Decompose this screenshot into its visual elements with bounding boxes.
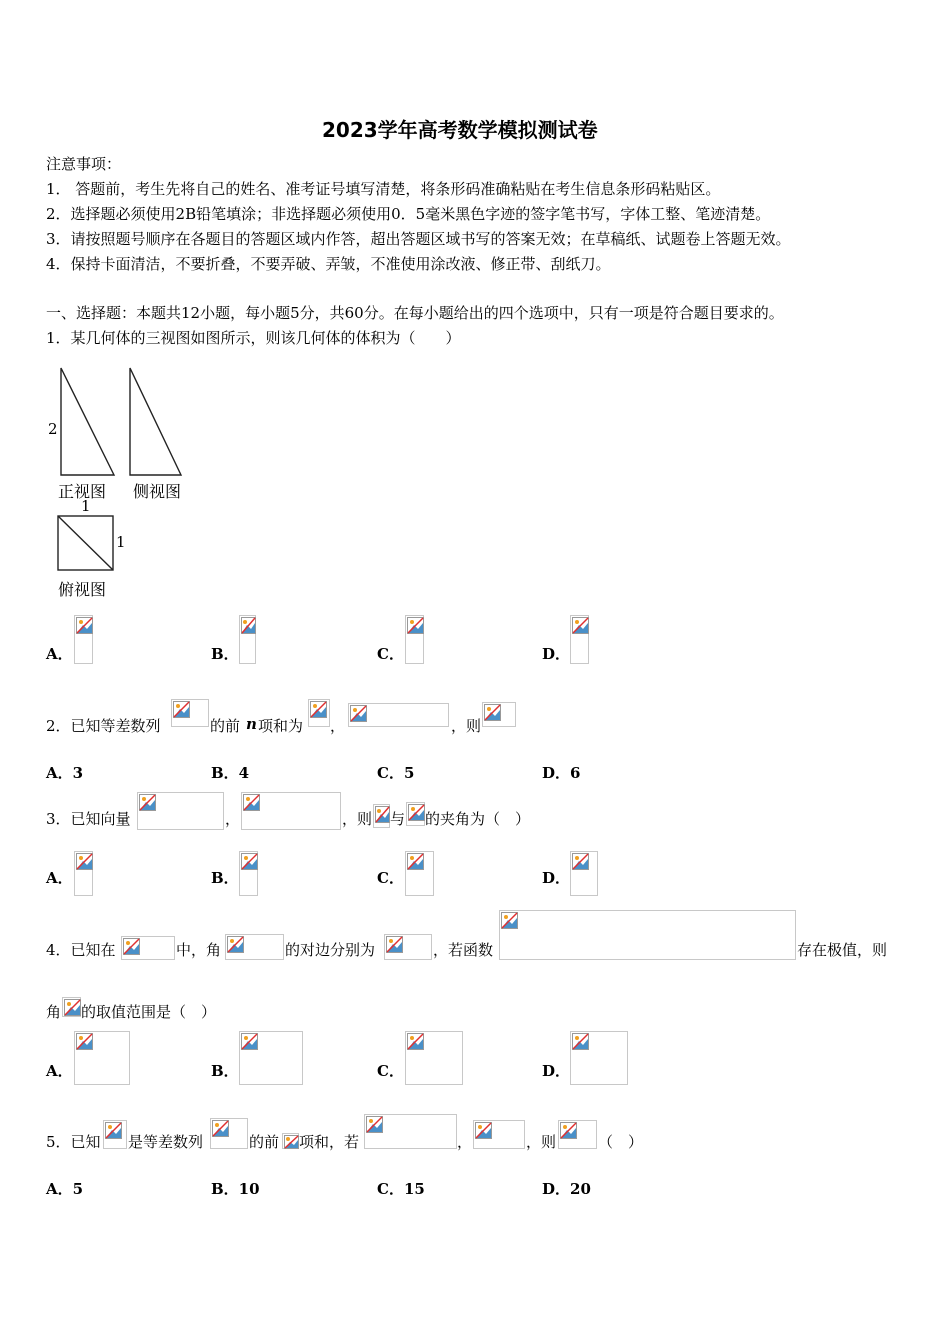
formula-image [210,1118,248,1149]
broken-image-icon [76,853,93,870]
broken-image-icon [572,617,589,634]
q2-option-b[interactable]: B．4 [211,764,250,782]
q5-text: ，则 [526,1133,557,1151]
q5-text: 项和，若 [299,1133,360,1151]
broken-image-icon [572,853,589,870]
q4-option-d[interactable]: D． [542,1062,571,1080]
formula-image [364,1114,457,1149]
q4-option-c[interactable]: C． [377,1062,404,1080]
broken-image-icon [173,701,190,718]
q1-option-c[interactable]: C． [377,645,404,663]
q4-text: ，若函数 [433,941,494,959]
front-view-triangle [61,368,114,475]
broken-image-icon [386,936,403,953]
formula-image [241,792,341,830]
height-label: 2 [48,420,58,438]
notice-item: 2．选择题必须使用2B铅笔填涂；非选择题必须使用0．5毫米黑色字迹的签字笔书写，字体工整、笔迹清楚。 [46,205,771,223]
formula-image [62,997,81,1017]
broken-image-icon [284,1135,299,1149]
top-view-diagonal [58,516,113,570]
q2-text: ， [330,717,346,735]
formula-image [121,936,175,960]
q5-option-a[interactable]: A．5 [46,1180,84,1198]
formula-image [74,1031,130,1085]
q5-text: 5．已知 [46,1133,101,1151]
broken-image-icon [407,853,424,870]
broken-image-icon [227,936,244,953]
broken-image-icon [241,617,256,634]
formula-image [405,615,424,664]
broken-image-icon [366,1116,383,1133]
formula-image [405,1031,463,1085]
broken-image-icon [212,1120,229,1137]
broken-image-icon [408,804,425,821]
formula-image [239,615,256,664]
formula-image [384,934,432,960]
broken-image-icon [64,999,81,1016]
formula-image [137,792,224,830]
q4-text: 存在极值，则 [797,941,888,959]
q5-text: 的前 [249,1133,280,1151]
q2-variable-n: n [246,715,257,733]
q5-text: （ ） [598,1133,644,1151]
broken-image-icon [407,1033,424,1050]
top-view-label: 俯视图 [58,580,107,599]
section-heading: 一、选择题：本题共12小题，每小题5分，共60分。在每小题给出的四个选项中，只有一项是符合题目要求的。 [46,304,784,322]
q2-text: 项和为 [258,717,304,735]
q3-option-a[interactable]: A． [46,869,73,887]
formula-image [103,1120,127,1149]
formula-image [405,851,434,896]
broken-image-icon [407,617,424,634]
q4-option-b[interactable]: B． [211,1062,239,1080]
formula-image [225,934,284,960]
q3-text: 的夹角为（ ） [425,810,531,828]
q5-text: 是等差数列 [128,1133,204,1151]
q3-option-b[interactable]: B． [211,869,239,887]
notice-item: 4．保持卡面清洁，不要折叠，不要弄破、弄皱，不准使用涂改液、修正带、刮纸刀。 [46,255,611,273]
top-depth-label: 1 [116,533,126,551]
broken-image-icon [350,705,367,722]
broken-image-icon [76,617,93,634]
notice-item: 3．请按照题号顺序在各题目的答题区域内作答，超出答题区域书写的答案无效；在草稿纸、试题卷上答题无效。 [46,230,791,248]
side-view-triangle [130,368,181,475]
formula-image [282,1133,299,1149]
broken-image-icon [123,938,140,955]
q2-option-d[interactable]: D．6 [542,764,581,782]
q5-option-b[interactable]: B．10 [211,1180,260,1198]
q4-text: 中，角 [176,941,222,959]
q1-option-b[interactable]: B． [211,645,239,663]
formula-image [499,910,796,960]
broken-image-icon [241,853,258,870]
q5-option-d[interactable]: D．20 [542,1180,591,1198]
broken-image-icon [572,1033,589,1050]
top-width-label: 1 [81,497,91,515]
q1-option-d[interactable]: D． [542,645,571,663]
broken-image-icon [560,1122,577,1139]
q4-text: 角 [46,1003,62,1021]
q2-text: 2．已知等差数列 [46,717,161,735]
q1-option-a[interactable]: A． [46,645,73,663]
side-view-label: 侧视图 [133,482,182,501]
q3-text: 3．已知向量 [46,810,131,828]
formula-image [473,1120,525,1149]
broken-image-icon [76,1033,93,1050]
formula-image [171,699,209,727]
page-title: 2023学年高考数学模拟测试卷 [322,118,598,142]
formula-image [74,851,93,896]
q5-option-c[interactable]: C．15 [377,1180,425,1198]
formula-image [558,1120,597,1149]
q3-option-d[interactable]: D． [542,869,571,887]
formula-image [482,702,516,727]
formula-image [308,699,330,727]
formula-image [239,1031,303,1085]
broken-image-icon [484,704,501,721]
q2-text: ，则 [451,717,482,735]
notice-item: 1． 答题前，考生先将自己的姓名、准考证号填写清楚，将条形码准确粘贴在考生信息条形码粘贴区。 [46,180,721,198]
front-view-label: 正视图 [58,482,107,501]
formula-image [239,851,258,896]
broken-image-icon [243,794,260,811]
formula-image [570,1031,628,1085]
q5-text: ， [457,1133,473,1151]
broken-image-icon [105,1122,122,1139]
formula-image [348,703,449,727]
broken-image-icon [310,701,327,718]
broken-image-icon [375,806,390,823]
broken-image-icon [475,1122,492,1139]
q3-text: 与 [390,810,406,828]
q2-text: 的前 [210,717,241,735]
q4-option-a[interactable]: A． [46,1062,73,1080]
formula-image [570,851,598,896]
broken-image-icon [501,912,518,929]
broken-image-icon [241,1033,258,1050]
q3-option-c[interactable]: C． [377,869,404,887]
q2-option-c[interactable]: C．5 [377,764,415,782]
notice-heading: 注意事项： [46,155,122,173]
q3-text: ， [225,810,241,828]
formula-image [74,615,93,664]
formula-image [570,615,589,664]
q1-stem: 1．某几何体的三视图如图所示，则该几何体的体积为（ ） [46,329,461,347]
formula-image [373,804,390,828]
q4-text: 的取值范围是（ ） [81,1003,217,1021]
q4-text: 4．已知在 [46,941,116,959]
q3-text: ，则 [342,810,373,828]
q4-text: 的对边分别为 [285,941,376,959]
formula-image [406,802,425,826]
q2-option-a[interactable]: A．3 [46,764,84,782]
broken-image-icon [139,794,156,811]
